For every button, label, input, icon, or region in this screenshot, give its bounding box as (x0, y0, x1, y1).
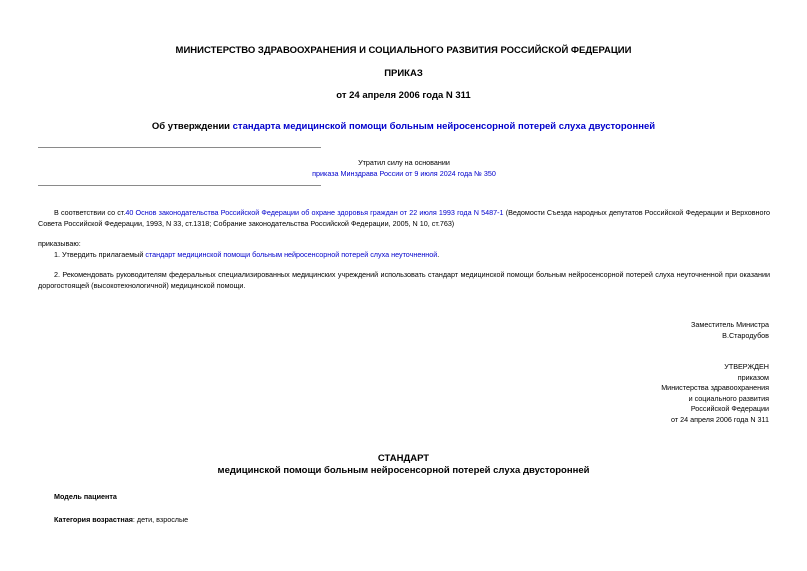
status-link[interactable]: приказа Минздрава России от 9 июля 2024 года № 350 (312, 169, 496, 178)
signature-position: Заместитель Министра (691, 320, 769, 329)
age-category-label: Категория возрастная (54, 515, 133, 524)
order-word: приказываю: (38, 239, 81, 248)
approval-line-5: Российской Федерации (690, 404, 769, 414)
preamble-text-after: (Ведомости Съезда народных депутатов Российской Федерации и Верховного Совета Российской Федерации, 1993, N 33, ст.1318; Собрание законодательства Российской Федерации, 2005, N 10, ст.763) (38, 208, 770, 228)
status-line-1: Утратил силу на основании (358, 158, 450, 167)
signature-name: В.Стародубов (722, 330, 769, 340)
preamble-law-link[interactable]: 40 Основ законодательства Российской Федерации об охране здоровья граждан от 22 июля 1993 года N 5487-1 (125, 208, 504, 217)
approval-line-2: приказом (737, 372, 769, 382)
order-item-1 (38, 249, 770, 260)
item1-prefix: 1. Утвердить прилагаемый (54, 250, 146, 259)
approval-line-6: от 24 апреля 2006 года N 311 (671, 414, 769, 424)
doc-title-link[interactable]: стандарта медицинской помощи больным нейросенсорной потерей слуха двусторонней (232, 121, 656, 132)
approval-line-4: и социального развития (688, 393, 769, 403)
divider-bottom (38, 185, 321, 186)
approval-approved: УТВЕРЖДЕН (724, 362, 769, 371)
standard-title: СТАНДАРТ (377, 453, 430, 464)
order-item-2: 2. Рекомендовать руководителям федеральных специализированных медицинских учреждений использовать стандарт медицинской помощи больным нейросенсорной потерей слуха неуточненной при оказании дорогостоящей (высокотехнологичной) медицинской помощи. (38, 270, 770, 290)
approval-block (661, 362, 769, 426)
approval-line-3: Министерства здравоохранения (661, 383, 769, 393)
doc-title-prefix: Об утверждении (151, 121, 233, 132)
standard-subtitle: медицинской помощи больным нейросенсорной потерей слуха двусторонней (217, 465, 590, 476)
doc-title (0, 121, 807, 132)
preamble-paragraph (38, 207, 770, 229)
item1-standard-link[interactable]: стандарт медицинской помощи больным нейросенсорной потерей слуха неуточненной (145, 250, 438, 259)
item1-suffix: . (437, 250, 440, 259)
doc-date-number: от 24 апреля 2006 года N 311 (336, 90, 471, 101)
divider-top (38, 147, 321, 148)
ministry-heading: МИНИСТЕРСТВО ЗДРАВООХРАНЕНИЯ И СОЦИАЛЬНОГО РАЗВИТИЯ РОССИЙСКОЙ ФЕДЕРАЦИИ (175, 45, 632, 56)
age-category (54, 515, 188, 524)
preamble-text-before: В соответствии со ст. (54, 208, 126, 217)
age-category-value: : дети, взрослые (132, 515, 189, 524)
patient-model-label: Модель пациента (54, 492, 117, 501)
doc-type-heading: ПРИКАЗ (384, 68, 423, 79)
signature-block (691, 320, 769, 341)
